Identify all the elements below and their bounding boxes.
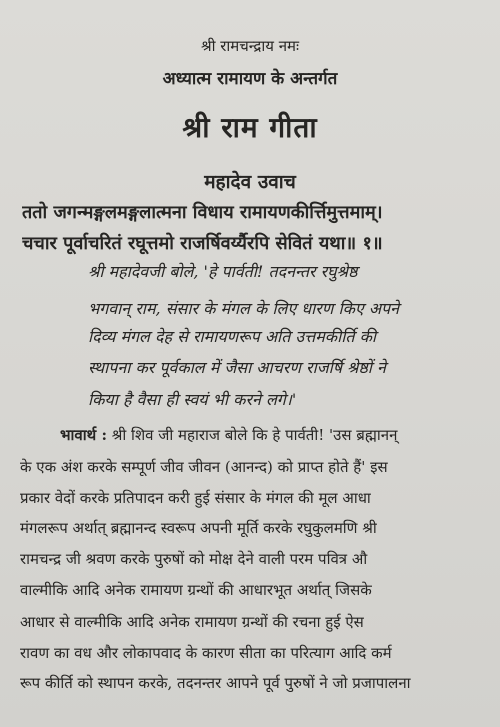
translation-line-3: दिव्य मंगल देह से रामायणरूप अति उत्तमकीर्ति की	[88, 327, 377, 346]
commentary-line: आधार से वाल्मीकि आदि अनेक रामायण ग्रन्थों की रचना हुई ऐस	[20, 613, 364, 631]
commentary-first-line	[60, 425, 500, 445]
translation-line-4: स्थापना कर पूर्वकाल में जैसा आचरण राजर्षि श्रेष्ठों ने	[88, 358, 386, 377]
translation-line-5: किया है वैसा ही स्वयं भी करने लगे।'	[88, 390, 297, 409]
commentary-line: रामचन्द्र जी श्रवण करके पुरुषों को मोक्ष देने वाली परम पवित्र औ	[20, 550, 368, 568]
invocation-line: श्री रामचन्द्राय नमः	[200, 37, 300, 55]
commentary-line: के एक अंश करके सम्पूर्ण जीव जीवन (आनन्द) को प्राप्त होते हैं' इस	[20, 458, 388, 476]
verse-line-2: चचार पूर्वाचरितं रघूत्तमो राजर्षिवर्य्यैरपि सेवितं यथा॥ १॥	[22, 233, 383, 254]
translation-line-2: भगवान् राम, संसार के मंगल के लिए धारण किए अपने	[88, 299, 400, 318]
commentary-line: रूप कीर्ति को स्थापन करके, तदनन्तर आपने पूर्व पुरुषों ने जो प्रजापालना	[20, 674, 411, 692]
speaker-heading: महादेव उवाच	[204, 171, 296, 193]
commentary-first-text: श्री शिव जी महाराज बोले कि हे पार्वती! 'उस ब्रह्मानन्	[111, 426, 398, 444]
context-heading: अध्यात्म रामायण के अन्तर्गत	[162, 69, 338, 89]
verse-line-1: ततो जगन्मङ्गलमङ्गलात्मना विधाय रामायणकीर्त्तिमुत्तमाम्।	[22, 202, 383, 223]
commentary-line: वाल्मीकि आदि अनेक रामायण ग्रन्थों की आधारभूत अर्थात् जिसके	[20, 581, 372, 599]
commentary-line: प्रकार वेदों करके प्रतिपादन करी हुई संसार के मंगल की मूल आधा	[20, 489, 371, 507]
commentary-line: मंगलरूप अर्थात् ब्रह्मानन्द स्वरूप अपनी मूर्ति करके रघुकुलमणि श्री	[20, 519, 377, 537]
commentary-label: भावार्थ :	[60, 426, 107, 444]
translation-line-1: श्री महादेवजी बोले, 'हे पार्वती! तदनन्तर रघुश्रेष्ठ	[88, 262, 358, 281]
page-title: श्री राम गीता	[182, 111, 318, 144]
commentary-line: रावण का वध और लोकापवाद के कारण सीता का परित्याग आदि कर्म	[20, 644, 392, 662]
